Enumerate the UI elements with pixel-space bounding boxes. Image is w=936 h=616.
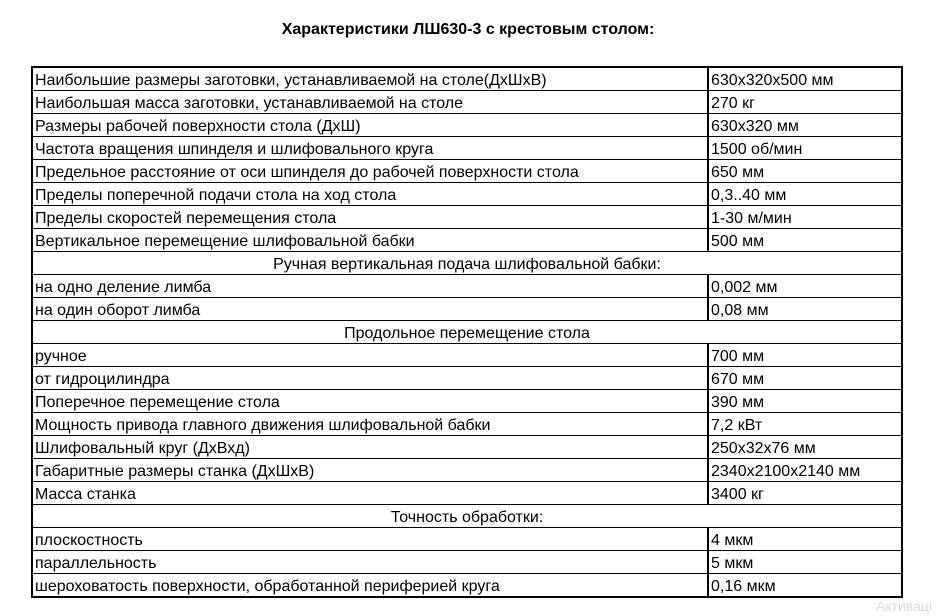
table-row: [32, 229, 902, 252]
section-heading: Ручная вертикальная подача шлифовальной бабки:: [32, 252, 902, 275]
parameter-cell: от гидроцилиндра: [32, 367, 708, 390]
section-row: [32, 252, 902, 275]
table-row: [32, 459, 902, 482]
value-cell: 1-30 м/мин: [708, 206, 902, 229]
table-row: [32, 344, 902, 367]
table-row: [32, 137, 902, 160]
value-cell: 670 мм: [708, 367, 902, 390]
parameter-cell: плоскостность: [32, 528, 708, 551]
value-cell: 4 мкм: [708, 528, 902, 551]
value-cell: 0,3..40 мм: [708, 183, 902, 206]
parameter-cell: Предельное расстояние от оси шпинделя до рабочей поверхности стола: [32, 160, 708, 183]
table-row: [32, 528, 902, 551]
parameter-cell: Вертикальное перемещение шлифовальной бабки: [32, 229, 708, 252]
value-cell: 7,2 кВт: [708, 413, 902, 436]
parameter-cell: Поперечное перемещение стола: [32, 390, 708, 413]
page-title: Характеристики ЛШ630-3 с крестовым столом:: [281, 21, 655, 38]
parameter-cell: Размеры рабочей поверхности стола (ДхШ): [32, 114, 708, 137]
section-row: [32, 505, 902, 528]
parameter-cell: Шлифовальный круг (ДхВхд): [32, 436, 708, 459]
value-cell: 0,002 мм: [708, 275, 902, 298]
value-cell: 630x320x500 мм: [708, 67, 902, 91]
parameter-cell: Наибольшая масса заготовки, устанавливаемой на столе: [32, 91, 708, 114]
spec-table: [31, 66, 903, 598]
value-cell: 250x32x76 мм: [708, 436, 902, 459]
parameter-cell: ручное: [32, 344, 708, 367]
value-cell: 0,08 мм: [708, 298, 902, 321]
value-cell: 0,16 мкм: [708, 574, 902, 598]
table-row: [32, 275, 902, 298]
table-row: [32, 390, 902, 413]
value-cell: 1500 об/мин: [708, 137, 902, 160]
parameter-cell: на один оборот лимба: [32, 298, 708, 321]
spec-table-body: [32, 67, 902, 597]
parameter-cell: Частота вращения шпинделя и шлифовального круга: [32, 137, 708, 160]
table-row: [32, 160, 902, 183]
value-cell: 500 мм: [708, 229, 902, 252]
table-row: [32, 482, 902, 505]
parameter-cell: на одно деление лимба: [32, 275, 708, 298]
section-row: [32, 321, 902, 344]
value-cell: 390 мм: [708, 390, 902, 413]
parameter-cell: шероховатость поверхности, обработанной периферией круга: [32, 574, 708, 598]
table-row: [32, 206, 902, 229]
table-row: [32, 91, 902, 114]
activation-watermark: Активаці: [875, 598, 932, 614]
section-heading: Продольное перемещение стола: [32, 321, 902, 344]
table-row: [32, 551, 902, 574]
table-row: [32, 114, 902, 137]
table-row: [32, 183, 902, 206]
parameter-cell: Мощность привода главного движения шлифовальной бабки: [32, 413, 708, 436]
value-cell: 650 мм: [708, 160, 902, 183]
value-cell: 270 кг: [708, 91, 902, 114]
table-row: [32, 574, 902, 598]
value-cell: 3400 кг: [708, 482, 902, 505]
table-row: [32, 67, 902, 91]
parameter-cell: Масса станка: [32, 482, 708, 505]
table-row: [32, 298, 902, 321]
parameter-cell: Габаритные размеры станка (ДхШхВ): [32, 459, 708, 482]
parameter-cell: параллельность: [32, 551, 708, 574]
section-heading: Точность обработки:: [32, 505, 902, 528]
value-cell: 5 мкм: [708, 551, 902, 574]
value-cell: 630x320 мм: [708, 114, 902, 137]
table-row: [32, 367, 902, 390]
parameter-cell: Пределы скоростей перемещения стола: [32, 206, 708, 229]
table-row: [32, 436, 902, 459]
value-cell: 2340x2100x2140 мм: [708, 459, 902, 482]
parameter-cell: Наибольшие размеры заготовки, устанавливаемой на столе(ДхШхВ): [32, 67, 708, 91]
value-cell: 700 мм: [708, 344, 902, 367]
table-row: [32, 413, 902, 436]
parameter-cell: Пределы поперечной подачи стола на ход стола: [32, 183, 708, 206]
